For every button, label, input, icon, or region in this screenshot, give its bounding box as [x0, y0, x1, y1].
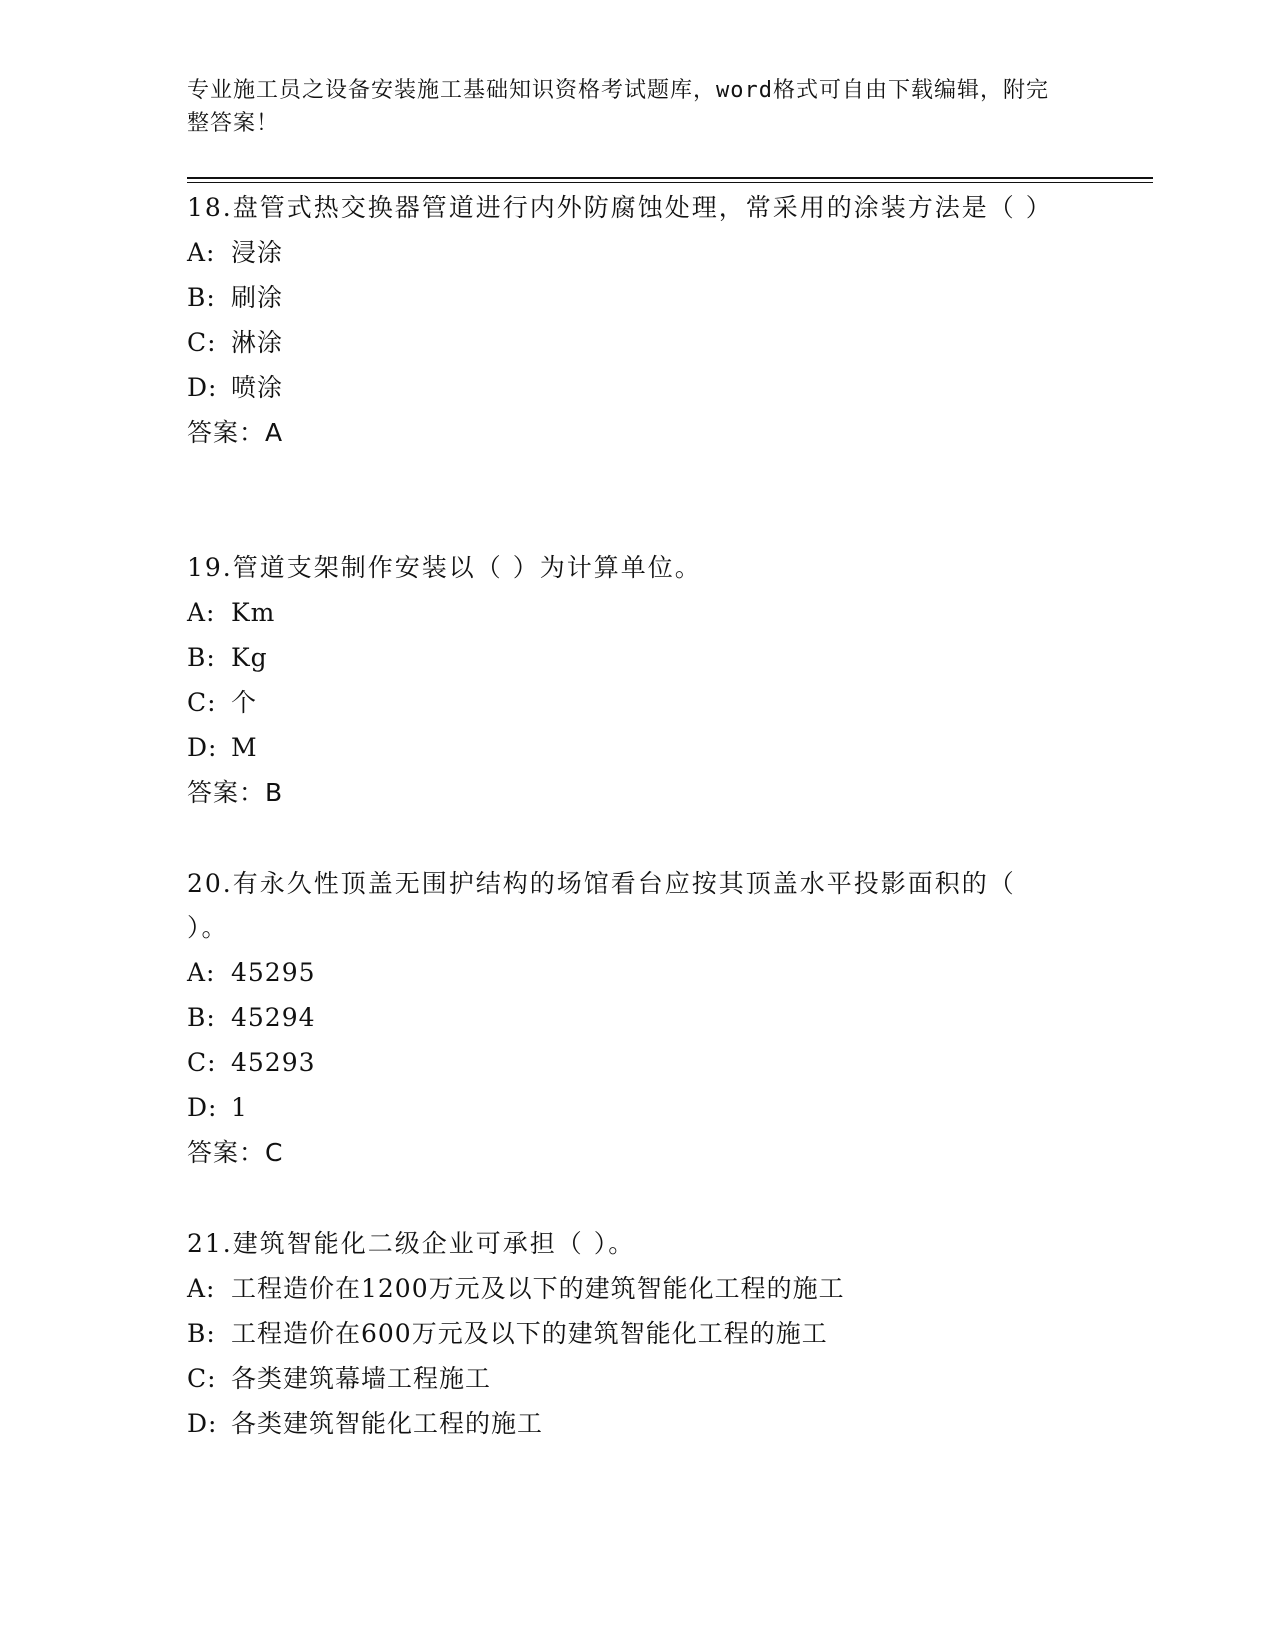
option-text: 45295: [231, 958, 316, 987]
option-b: [187, 275, 1087, 320]
option-text: 各类建筑智能化工程的施工: [231, 1409, 544, 1438]
option-letter: B:: [187, 1319, 216, 1348]
question-21: [187, 1222, 1087, 1446]
option-text: 刷涂: [231, 283, 284, 312]
option-text: 淋涂: [231, 328, 284, 357]
answer-label: 答案：B: [187, 778, 284, 807]
option-text: Km: [231, 598, 276, 627]
option-letter: B:: [187, 283, 216, 312]
answer-label: 答案：A: [187, 418, 284, 447]
option-letter: A:: [187, 598, 216, 627]
answer-label: 答案：C: [187, 1138, 284, 1167]
option-b: [187, 635, 1087, 680]
option-c: [187, 680, 1087, 725]
option-c: [187, 1356, 1087, 1401]
option-text: Kg: [231, 643, 268, 672]
question-19: [187, 546, 1087, 815]
option-letter: B:: [187, 643, 216, 672]
option-letter: C:: [187, 1364, 217, 1393]
option-a: [187, 590, 1087, 635]
option-a: [187, 230, 1087, 275]
question-stem: 18.盘管式热交换器管道进行内外防腐蚀处理，常采用的涂装方法是（ ）: [187, 193, 1053, 222]
option-text: 喷涂: [231, 373, 284, 402]
question-20: [187, 862, 1087, 1175]
option-text: 浸涂: [231, 238, 284, 267]
option-letter: C:: [187, 328, 217, 357]
option-text: 各类建筑幕墙工程施工: [231, 1364, 492, 1393]
option-letter: D:: [187, 1409, 218, 1438]
document-header: 专业施工员之设备安装施工基础知识资格考试题库，word格式可自由下载编辑，附完整答案！: [187, 78, 1049, 136]
option-text: 工程造价在1200万元及以下的建筑智能化工程的施工: [231, 1274, 845, 1303]
option-text: 45293: [231, 1048, 316, 1077]
header-divider-thin: [187, 182, 1153, 183]
option-d: [187, 1085, 1087, 1130]
question-stem: 20.有永久性顶盖无围护结构的场馆看台应按其顶盖水平投影面积的（ ）。: [187, 869, 1016, 942]
option-c: [187, 320, 1087, 365]
option-text: 工程造价在600万元及以下的建筑智能化工程的施工: [231, 1319, 828, 1348]
option-letter: C:: [187, 688, 217, 717]
option-d: [187, 725, 1087, 770]
option-text: 个: [231, 688, 258, 717]
option-letter: A:: [187, 958, 216, 987]
header-divider: [187, 177, 1153, 179]
question-stem: 21.建筑智能化二级企业可承担（ ）。: [187, 1229, 636, 1258]
option-letter: B:: [187, 1003, 216, 1032]
option-text: 1: [231, 1093, 248, 1122]
question-18: [187, 186, 1087, 455]
option-a: [187, 1266, 1087, 1311]
option-text: 45294: [231, 1003, 316, 1032]
option-c: [187, 1040, 1087, 1085]
option-letter: C:: [187, 1048, 217, 1077]
option-letter: D:: [187, 1093, 218, 1122]
option-d: [187, 365, 1087, 410]
option-a: [187, 950, 1087, 995]
option-b: [187, 995, 1087, 1040]
option-letter: A:: [187, 238, 216, 267]
option-letter: A:: [187, 1274, 216, 1303]
option-letter: D:: [187, 733, 218, 762]
option-b: [187, 1311, 1087, 1356]
option-d: [187, 1401, 1087, 1446]
question-stem: 19.管道支架制作安装以（ ）为计算单位。: [187, 553, 702, 582]
option-text: M: [231, 733, 258, 762]
option-letter: D:: [187, 373, 218, 402]
